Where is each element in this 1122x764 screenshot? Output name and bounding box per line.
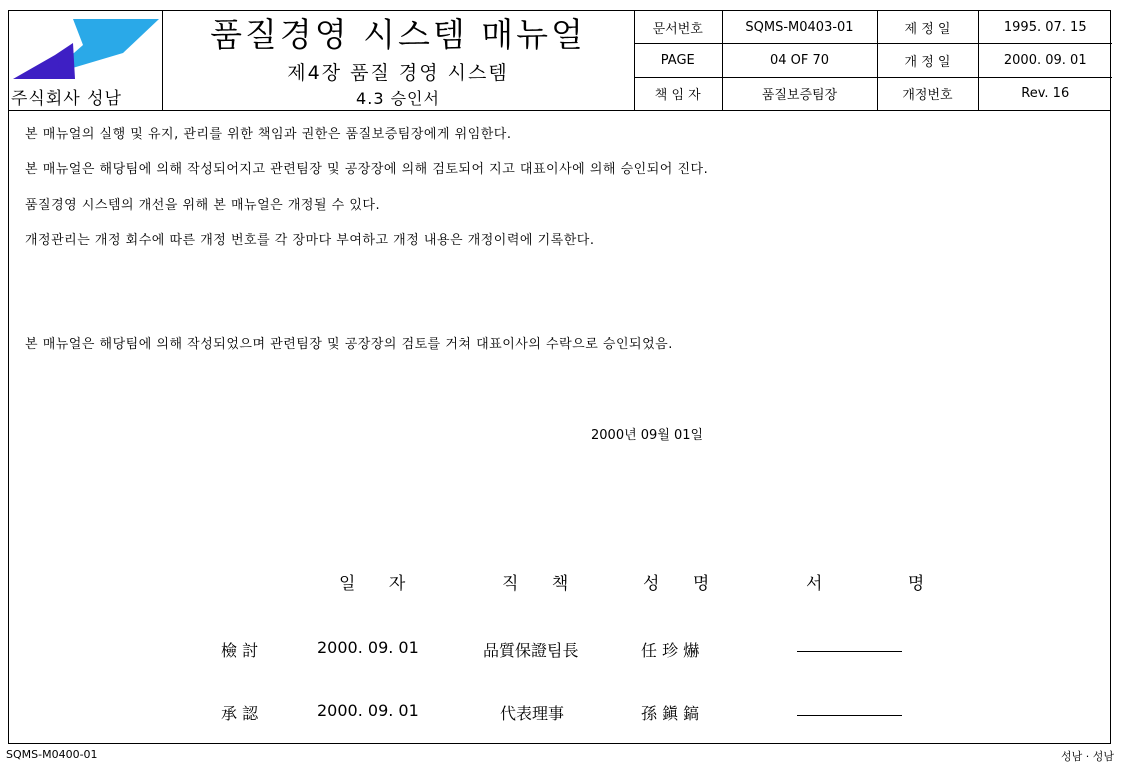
company-name: 주식회사 성남 [11,89,122,109]
manual-title: 품질경영 시스템 매뉴얼 [210,15,586,54]
reviewer-name: 任 珍 爀 [641,641,700,660]
revision-date-label: 개 정 일 [877,44,978,77]
approve-date: 2000. 09. 01 [317,701,419,720]
body-paragraph: 품질경영 시스템의 개선을 위해 본 매뉴얼은 개정될 수 있다. [25,198,381,213]
document-info-table [634,11,1112,110]
info-row [634,11,1112,44]
doc-number-value: SQMS-M0403-01 [722,11,877,44]
body-paragraph: 개정관리는 개정 회수에 따른 개정 번호를 각 장마다 부여하고 개정 내용은 개정이력에 기록한다. [25,233,595,248]
enactment-date-value: 1995. 07. 15 [978,11,1112,44]
col-header-position: 직 책 [502,574,583,594]
body-paragraph: 본 매뉴얼은 해당팀에 의해 작성되어지고 관련팀장 및 공장장에 의해 검토되어 지고 대표이사에 의해 승인되어 진다. [25,162,709,177]
approval-statement: 본 매뉴얼은 해당팀에 의해 작성되었으며 관련팀장 및 공장장의 검토를 거쳐 대표이사의 수락으로 승인되었음. [25,337,673,352]
approval-date: 2000년 09월 01일 [591,428,704,443]
document-page [8,10,1111,744]
chapter-title: 제4장 품질 경영 시스템 [287,62,509,84]
body-paragraph: 본 매뉴얼의 실행 및 유지, 관리를 위한 책임과 권한은 품질보증팀장에게 위임한다. [25,127,512,142]
page-value: 04 OF 70 [722,44,877,77]
section-title: 4.3 승인서 [356,89,440,108]
revision-number-label: 개정번호 [877,77,978,110]
approve-label: 承 認 [221,704,259,723]
approver-position: 代表理事 [500,704,565,723]
responsible-value: 품질보증팀장 [722,77,877,110]
doc-number-label: 문서번호 [634,11,722,44]
info-row [634,44,1112,77]
footer-company: 성남 · 성남 [1061,750,1114,763]
revision-number-value: Rev. 16 [1021,86,1070,102]
revision-date-value: 2000. 09. 01 [978,44,1112,77]
review-date: 2000. 09. 01 [317,638,419,657]
info-row [634,77,1112,110]
logo-cell [9,11,163,110]
company-logo-icon [13,15,159,83]
title-cell [162,11,635,110]
approver-name: 孫 鎭 鎬 [641,704,700,723]
reviewer-signature-line [797,651,902,652]
reviewer-position: 品質保證팀長 [483,641,579,660]
col-header-signature: 서 명 [806,574,965,594]
approver-signature-line [797,715,902,716]
col-header-name: 성 명 [643,574,724,594]
responsible-label: 책 임 자 [634,77,722,110]
review-label: 檢 討 [221,641,259,660]
footer-doc-code: SQMS-M0400-01 [6,748,98,761]
document-header [9,11,1110,111]
page-label: PAGE [634,44,722,77]
col-header-date: 일 자 [339,574,420,594]
enactment-date-label: 제 정 일 [877,11,978,44]
